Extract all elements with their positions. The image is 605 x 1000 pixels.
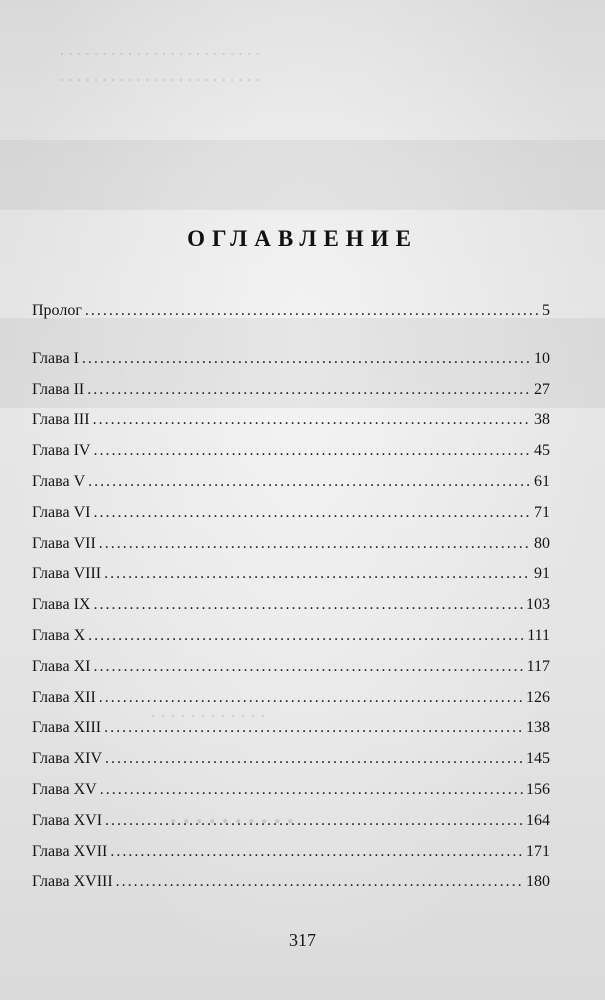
toc-entry-label: Глава IX — [32, 596, 91, 614]
toc-entry — [32, 467, 550, 498]
toc-entry — [32, 837, 550, 868]
show-through-text: . . . . . . . . . . . . . . . . . . . . . . . . — [60, 40, 260, 59]
toc-entry — [32, 296, 550, 327]
toc-entry — [32, 405, 550, 436]
page-number: 317 — [289, 930, 316, 950]
table-of-contents — [32, 296, 550, 898]
toc-entry — [32, 559, 550, 590]
dot-leader — [104, 713, 523, 744]
toc-entry-label: Глава IV — [32, 442, 91, 460]
toc-entry-page: 117 — [526, 657, 550, 675]
toc-entry-page: 61 — [534, 472, 550, 490]
show-through-text: . . . . . . . . . . — [170, 800, 294, 829]
toc-entry-page: 45 — [534, 442, 550, 460]
dot-leader — [88, 621, 524, 652]
dot-leader — [93, 436, 531, 467]
dot-leader — [85, 296, 539, 327]
toc-entry — [32, 867, 550, 898]
dot-leader — [110, 837, 523, 868]
dot-leader — [93, 498, 531, 529]
toc-entry-page: 164 — [526, 811, 550, 829]
toc-entry — [32, 775, 550, 806]
toc-entry — [32, 436, 550, 467]
toc-entry — [32, 621, 550, 652]
toc-entry-label: Глава XVI — [32, 811, 103, 829]
toc-entry-label: Глава I — [32, 349, 79, 367]
toc-entry — [32, 806, 550, 837]
toc-entry-page: 80 — [534, 534, 550, 552]
dot-leader — [99, 529, 531, 560]
dot-leader — [105, 806, 523, 837]
show-through-text: . . . . . . . . . . . . . . . . . . . . . . . . — [60, 66, 260, 85]
toc-entry-label: Глава XI — [32, 657, 91, 675]
toc-entry-label: Глава XIII — [32, 719, 102, 737]
dot-leader — [88, 467, 531, 498]
toc-entry-label: Глава II — [32, 380, 85, 398]
toc-entry-page: 111 — [527, 626, 550, 644]
dot-leader — [93, 405, 531, 436]
dot-leader — [82, 344, 531, 375]
toc-entry-page: 180 — [526, 873, 550, 891]
toc-entry-label: Глава XIV — [32, 750, 103, 768]
toc-entry-page: 38 — [534, 411, 550, 429]
toc-entry-page: 91 — [534, 565, 550, 583]
dot-leader — [116, 867, 523, 898]
toc-title: ОГЛАВЛЕНИЕ — [187, 226, 418, 251]
show-through-band — [0, 140, 605, 210]
dot-leader — [87, 375, 531, 406]
toc-entry-label: Глава XV — [32, 780, 97, 798]
toc-entry-label: Глава V — [32, 472, 86, 490]
toc-entry — [32, 498, 550, 529]
toc-entry-page: 138 — [526, 719, 550, 737]
toc-entry — [32, 375, 550, 406]
toc-entry-page: 145 — [526, 750, 550, 768]
dot-leader — [104, 559, 531, 590]
toc-entry — [32, 652, 550, 683]
toc-entry-label: Глава III — [32, 411, 90, 429]
toc-entry-page: 156 — [526, 780, 550, 798]
toc-entry-page: 27 — [534, 380, 550, 398]
toc-entry-page: 5 — [542, 302, 550, 319]
toc-entry-label: Глава XII — [32, 688, 96, 706]
toc-entry-page: 10 — [534, 349, 550, 367]
toc-entry — [32, 590, 550, 621]
toc-entry-page: 171 — [526, 842, 550, 860]
toc-entry-page: 103 — [526, 596, 550, 614]
toc-entry-page: 126 — [526, 688, 550, 706]
dot-leader — [100, 775, 523, 806]
toc-entry — [32, 683, 550, 714]
toc-entry — [32, 713, 550, 744]
dot-leader — [93, 590, 523, 621]
show-through-text: . . . . . . . . . . . . — [150, 700, 265, 722]
toc-entry-page: 71 — [534, 503, 550, 521]
dot-leader — [99, 683, 523, 714]
toc-entry-label: Глава X — [32, 626, 86, 644]
toc-entry-label: Глава VII — [32, 534, 96, 552]
toc-entry-label: Глава XVIII — [32, 873, 113, 891]
toc-entry — [32, 344, 550, 375]
toc-entry-label: Глава VIII — [32, 565, 102, 583]
toc-entry — [32, 744, 550, 775]
toc-entry-label: Пролог — [32, 302, 82, 319]
toc-entry — [32, 529, 550, 560]
dot-leader — [93, 652, 523, 683]
dot-leader — [105, 744, 523, 775]
toc-entry-label: Глава XVII — [32, 842, 108, 860]
toc-entry-label: Глава VI — [32, 503, 91, 521]
